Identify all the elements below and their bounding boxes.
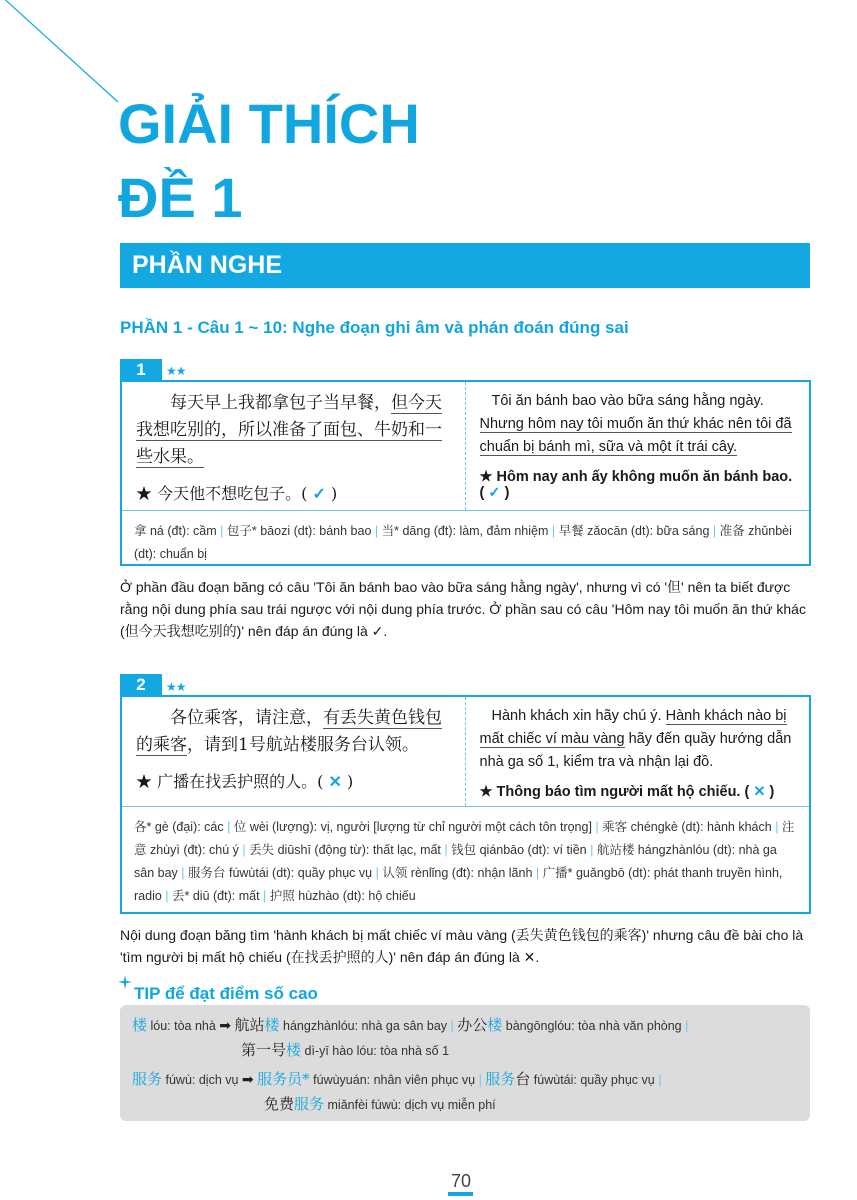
vietnamese-column-2 (466, 697, 810, 806)
question-number-2: 2 (120, 674, 162, 696)
question-box-1 (120, 380, 811, 566)
question-box-2 (120, 695, 811, 914)
vietnamese-answer-2: ★ Thông báo tìm người mất hộ chiếu. ( ✕ ) (479, 784, 775, 800)
tip-row-lou: 楼 lóu: tòa nhà ➡ 航站楼 hángzhànlóu: nhà ga sân bay | 办公楼 bàngōnglóu: tòa nhà văn phòng | (132, 1016, 689, 1034)
tip-row-fuwu: 服务 fúwù: dịch vụ ➡ 服务员* fúwùyuán: nhân viên phục vụ | 服务台 fúwùtái: quầy phục vụ | (132, 1070, 662, 1088)
underlined-text: 有丢失黄色钱包的乘客 (136, 708, 442, 755)
part-text: Câu 1 ~ 10: Nghe đoạn ghi âm và phán đoán đúng sai (197, 318, 629, 337)
page-title-line1: GIẢI THÍCH (118, 92, 420, 155)
difficulty-stars-1: ★★ (166, 364, 186, 378)
chinese-column-1 (122, 382, 466, 510)
chinese-answer-2: ★ 广播在找丢护照的人。( ✕ ) (136, 772, 354, 791)
section-header: PHẦN NGHE (120, 243, 810, 288)
vietnamese-column-1 (466, 382, 810, 510)
tip-title: TIP để đạt điểm số cao (134, 984, 318, 1003)
page-title-line2: ĐỀ 1 (118, 166, 243, 229)
check-icon: ✓ (488, 485, 501, 501)
vocabulary-list-2: 各* gè (đại): các | 位 wèi (lượng): vị, người [lượng từ chỉ người một cách tôn trọng] | 乘客 chéngkè (dt): hành khách | 注意 zhùyì (đt): chú ý | 丢失 diūshī (động từ): thất lạc, mất | 钱包 qiánbāo (dt): ví tiền | 航站楼 hángzhànlóu (dt): nhà ga sân bay | 服务台 fúwùtái (dt): quầy phục vụ | 认领 rènlǐng (đt): nhận lãnh | 广播* guǎngbō (dt): phát thanh truyền hình, radio | 丢* diū (đt): mất | 护照 hùzhào (dt): hộ chiếu (134, 820, 795, 903)
cross-icon: ✕ (328, 772, 342, 791)
chinese-text-2: 各位乘客，请注意，有丢失黄色钱包的乘客，请到1号航站楼服务台认领。 (136, 708, 442, 755)
vietnamese-answer-1: ★ Hôm nay anh ấy không muốn ăn bánh bao. ( ✓ ) (479, 469, 793, 501)
chinese-answer-1: ★ 今天他不想吃包子。( ✓ ) (136, 484, 338, 503)
vocabulary-list-1: 拿 ná (đt): cầm | 包子* bāozi (dt): bánh bao | 当* dāng (đt): làm, đảm nhiệm | 早餐 zǎocān (dt): bữa sáng | 准备 zhǔnbèi (dt): chuẩn bị (134, 524, 792, 561)
underlined-text: 但今天我想吃别的，所以准备了面包、牛奶和一些水果。 (136, 393, 442, 467)
underlined-text: Hành khách nào bị mất chiếc ví màu vàng (479, 708, 787, 747)
arrow-right-icon: ➡ (219, 1017, 232, 1033)
cross-icon: ✕ (753, 784, 766, 800)
page-number: 70 (450, 1171, 472, 1191)
decorative-line (0, 0, 130, 110)
explanation-1: Ở phần đầu đoạn băng có câu 'Tôi ăn bánh bao vào bữa sáng hằng ngày', nhưng vì có '但' nên ta biết được rằng nội dung phía sau trái ngược với nội dung phía trước. Ở phần sau có câu 'Hôm nay tôi muốn ăn thứ khác (但今天我想吃别的)' nên đáp án đúng là ✓. (120, 579, 806, 639)
vietnamese-text-1: Tôi ăn bánh bao vào bữa sáng hằng ngày. Nhưng hôm nay tôi muốn ăn thứ khác nên tôi đã chuẩn bị bánh mì, sữa và một ít trái cây. (479, 393, 792, 455)
underlined-text: Nhưng hôm nay tôi muốn ăn thứ khác nên tôi đã chuẩn bị bánh mì, sữa và một ít trái cây. (479, 416, 792, 455)
part-prefix: PHẦN 1 - (120, 318, 198, 337)
page-number-underline (448, 1192, 473, 1196)
difficulty-stars-2: ★★ (166, 680, 186, 694)
question-number-1: 1 (120, 359, 162, 381)
check-icon: ✓ (312, 484, 326, 503)
arrow-right-icon: ➡ (241, 1071, 254, 1087)
part-heading (120, 318, 629, 338)
sparkle-icon (118, 975, 132, 989)
chinese-column-2 (122, 697, 466, 806)
vietnamese-text-2: Hành khách xin hãy chú ý. Hành khách nào bị mất chiếc ví màu vàng hãy đến quầy hướng dẫn nhà ga số 1, kiểm tra và nhận lại đồ. (479, 708, 792, 770)
chinese-text-1: 每天早上我都拿包子当早餐，但今天我想吃别的，所以准备了面包、牛奶和一些水果。 (136, 393, 442, 467)
tip-box: 楼 lóu: tòa nhà ➡ 航站楼 hángzhànlóu: nhà ga sân bay | 办公楼 bàngōnglóu: tòa nhà văn phòng | 第一号楼 dì-yī hào lóu: tòa nhà số 1 服务 fúwù: dịch vụ ➡ 服务员* fúwùyuán: nhân viên phục vụ | 服务台 fúwùtái: quầy phục vụ | 免费服务 miǎnfèi fúwù: dịch vụ miễn phí (120, 1005, 810, 1121)
explanation-2: Nội dung đoạn băng tìm 'hành khách bị mất chiếc ví màu vàng (丢失黄色钱包的乘客)' nhưng câu đề bài cho là 'tìm người bị mất hộ chiếu (在找丢护照的人)' nên đáp án đúng là ✕. (120, 927, 804, 965)
